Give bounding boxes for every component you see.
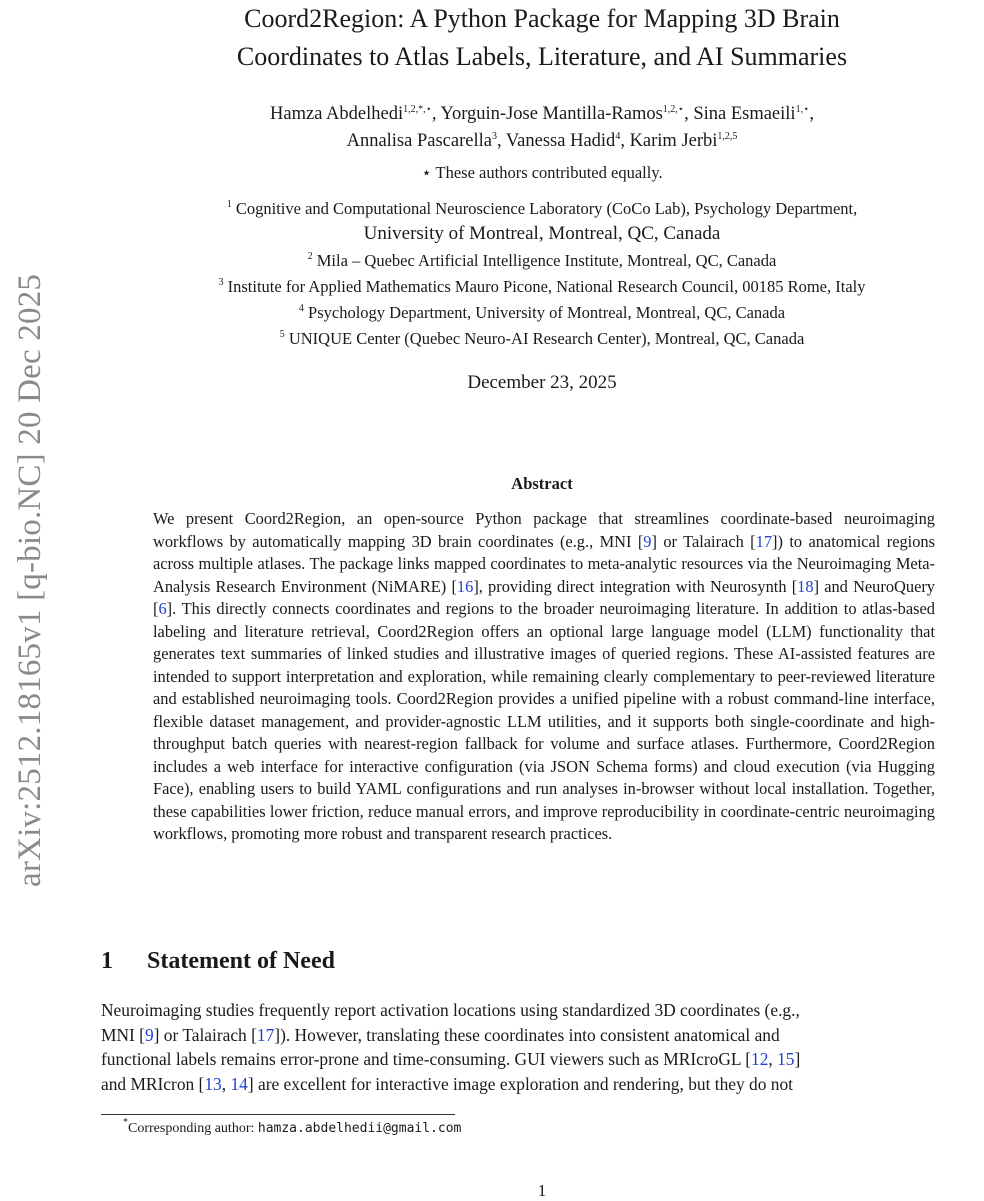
section-number: 1 <box>101 948 113 974</box>
abstract-segment: ]) to anatomical regions across multiple atlases. The package links mapped coordinates to meta-analytic resources via the Neuroimaging Meta-Analysis Research Environment (NiMARE) [ <box>153 531 935 596</box>
affil-text: Psychology Department, University of Montreal, Montreal, QC, Canada <box>308 303 786 322</box>
affil-number: 2 <box>307 251 313 262</box>
page-number: 1 <box>537 1181 547 1200</box>
affiliation-3 <box>100 274 984 300</box>
title-line-1: Coord2Region: A Python Package for Mapping 3D Brain <box>244 4 840 33</box>
author-sep: , <box>431 104 441 124</box>
author-name: Annalisa Pascarella <box>346 131 492 151</box>
footnote <box>123 1117 462 1137</box>
citation-link[interactable]: 18 <box>797 576 814 596</box>
body-segment: Neuroimaging studies frequently report activation locations using standardized 3D coordinates (e.g., <box>101 1000 800 1020</box>
abstract-segment: ], providing direct integration with Neurosynth [ <box>473 576 798 596</box>
section-title: Statement of Need <box>147 948 335 974</box>
citation-link[interactable]: 9 <box>643 531 652 551</box>
abstract-segment: ] and NeuroQuery [ <box>153 576 935 618</box>
author-affil: 1,⋆ <box>795 104 810 115</box>
body-segment: ] <box>794 1049 801 1069</box>
author-name: Yorguin-Jose Mantilla-Ramos <box>440 104 663 124</box>
author-affil: 1,2,5 <box>717 131 738 142</box>
affiliation-1-cont <box>100 221 984 247</box>
author-affil: 4 <box>615 131 621 142</box>
corresponding-email[interactable]: hamza.abdelhedii@gmail.com <box>257 1121 462 1136</box>
body-segment: ] or Talairach [ <box>153 1024 257 1045</box>
citation-link[interactable]: 15 <box>777 1049 795 1069</box>
body-segment: , <box>768 1049 778 1069</box>
author-line-1 <box>100 101 984 128</box>
author-sep: , <box>620 131 630 151</box>
abstract-segment: ] or Talairach [ <box>651 531 756 551</box>
author-sep: , <box>496 131 506 151</box>
affil-number: 4 <box>298 303 304 314</box>
affiliation-2 <box>100 248 984 274</box>
author-affil: 1,2,⋆ <box>662 104 685 115</box>
title-line-2: Coordinates to Atlas Labels, Literature, and AI Summaries <box>236 42 848 71</box>
affil-text: University of Montreal, Montreal, QC, Canada <box>363 223 721 244</box>
affiliation-5 <box>100 326 984 352</box>
equal-contribution-note: ⋆ These authors contributed equally. <box>421 163 663 182</box>
author-list <box>100 101 984 155</box>
affil-number: 1 <box>226 199 232 210</box>
author-name: Karim Jerbi <box>629 131 718 151</box>
body-segment: , <box>221 1073 231 1094</box>
abstract-heading: Abstract <box>511 474 573 493</box>
body-segment: functional labels remains error-prone and time-consuming. GUI viewers such as MRIcroGL [ <box>101 1049 751 1069</box>
author-line-2 <box>100 128 984 155</box>
abstract-text <box>153 508 935 846</box>
citation-link[interactable]: 12 <box>751 1049 769 1069</box>
author-name: Sina Esmaeili <box>693 104 796 124</box>
author-sep: , <box>684 104 694 124</box>
affiliation-1 <box>100 196 984 222</box>
citation-link[interactable]: 17 <box>256 1024 275 1045</box>
abstract-segment: ]. This directly connects coordinates and regions to the broader neuroimaging literature. In addition to atlas-based labeling and literature retrieval, Coord2Region offers an optional large language model (LLM) functionality that generates text summaries of linked studies and illustrative images of queried regions. These AI-assisted features are intended to support interpretation and exploration, while remaining clearly complementary to peer-reviewed literature and established neuroimaging tools. Coord2Region provides a unified pipeline with a robust command-line interface, flexible dataset management, and provider-agnostic LLM utilities, and it supports both single-coordinate and high-throughput batch queries with nearest-region fallback for volume and surface atlases. Furthermore, Coord2Region includes a web interface for interactive configuration (via JSON Schema forms) and cloud execution (via Hugging Face), enabling users to build YAML configurations and run analyses in-browser without local installation. Together, these capabilities lower friction, reduce manual errors, and improve reproducibility in coordinate-centric neuroimaging workflows, promoting more robust and transparent research practices. <box>153 599 935 843</box>
affil-text: UNIQUE Center (Quebec Neuro-AI Research Center), Montreal, QC, Canada <box>288 329 805 348</box>
citation-link[interactable]: 17 <box>755 531 773 551</box>
body-segment: MNI [ <box>101 1024 145 1045</box>
footnote-label: Corresponding author: <box>128 1121 258 1136</box>
citation-link[interactable]: 16 <box>456 576 474 596</box>
abstract-segment: We present Coord2Region, an open-source Python package that streamlines coordinate-based neuroimaging workflows by automatically mapping 3D brain coordinates (e.g., MNI [ <box>153 509 935 551</box>
paper-title <box>100 0 984 76</box>
body-segment: ]). However, translating these coordinates into consistent anatomical and <box>274 1024 780 1045</box>
body-segment: and MRIcron [ <box>101 1073 205 1094</box>
author-affil: 3 <box>491 131 497 142</box>
affiliation-4 <box>100 300 984 326</box>
author-sep: , <box>809 104 814 124</box>
citation-link[interactable]: 9 <box>144 1024 154 1045</box>
body-line <box>101 1072 984 1097</box>
body-line <box>101 1047 984 1072</box>
arxiv-identifier: arXiv:2512.18165v1 [q-bio.NC] 20 Dec 2025 <box>12 273 48 887</box>
affil-number: 3 <box>218 277 224 288</box>
body-line <box>101 998 984 1023</box>
citation-link[interactable]: 6 <box>158 599 167 618</box>
body-line <box>101 1023 984 1048</box>
footnote-mark: * <box>123 1117 128 1128</box>
section-heading <box>101 948 335 975</box>
author-name: Hamza Abdelhedi <box>270 104 404 124</box>
citation-link[interactable]: 13 <box>204 1073 222 1094</box>
body-text <box>101 998 984 1096</box>
footnote-rule <box>101 1114 455 1115</box>
body-segment: ] are excellent for interactive image exploration and rendering, but they do not <box>247 1073 794 1094</box>
affil-text: Institute for Applied Mathematics Mauro Picone, National Research Council, 00185 Rome, Italy <box>227 277 866 296</box>
publication-date: December 23, 2025 <box>467 372 617 393</box>
affil-text: Mila – Quebec Artificial Intelligence Institute, Montreal, QC, Canada <box>316 251 777 270</box>
citation-link[interactable]: 14 <box>230 1073 248 1094</box>
author-affil: 1,2,*,⋆ <box>403 104 432 115</box>
author-name: Vanessa Hadid <box>505 131 616 151</box>
affil-number: 5 <box>279 329 285 340</box>
affil-text: Cognitive and Computational Neuroscience Laboratory (CoCo Lab), Psychology Department, <box>235 199 858 218</box>
